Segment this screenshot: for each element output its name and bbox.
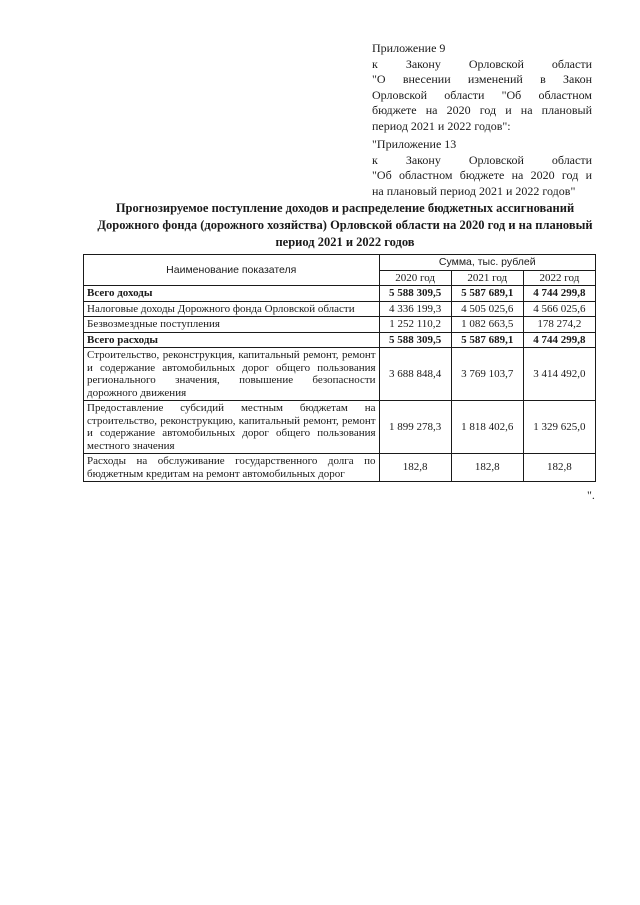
table-row [84,301,596,317]
row-name: Всего доходы [84,286,380,302]
road-fund-table [83,254,596,482]
annex-13-line: к Закону Орловской области [372,152,592,167]
row-name: Всего расходы [84,332,380,348]
row-value-2021: 3 769 103,7 [451,348,523,401]
header-indicator-name: Наименование показателя [84,255,380,286]
table-row [84,454,596,482]
row-value-2022: 178 274,2 [523,317,595,333]
row-value-2020: 1 252 110,2 [379,317,451,333]
row-value-2021: 5 587 689,1 [451,332,523,348]
row-value-2022: 4 744 299,8 [523,286,595,302]
table-row [84,332,596,348]
row-value-2021: 5 587 689,1 [451,286,523,302]
row-value-2021: 1 818 402,6 [451,401,523,454]
row-name: Безвозмездные поступления [84,317,380,333]
table-row [84,286,596,302]
row-name: Строительство, реконструкция, капитальный ремонт, ремонт и содержание автомобильных дорог общего пользования регионального значения, повышение безопасности дорожного движения [84,348,380,401]
row-name: Расходы на обслуживание государственного долга по бюджетным кредитам на ремонт автомобильных дорог [84,454,380,482]
header-year-2022: 2022 год [523,270,595,286]
title-line: период 2021 и 2022 годов [275,235,415,249]
table-row [84,401,596,454]
annex-9-line: к Закону Орловской области [372,56,592,71]
title-line: Прогнозируемое поступление доходов и распределение бюджетных ассигнований [115,201,575,215]
row-value-2020: 1 899 278,3 [379,401,451,454]
annex-9-line: "О внесении изменений в Закон [372,72,592,86]
header-year-2021: 2021 год [451,270,523,286]
document-title [80,200,610,251]
row-value-2021: 182,8 [451,454,523,482]
table-header-row [84,255,596,271]
header-sum: Сумма, тыс. рублей [379,255,595,271]
row-name: Налоговые доходы Дорожного фонда Орловской области [84,301,380,317]
annex-9-header [372,41,592,134]
title-line: Дорожного фонда (дорожного хозяйства) Орловской области на 2020 год и на плановый [97,218,593,232]
annex-13-line: "Приложение 13 [372,137,457,151]
row-value-2022: 4 566 025,6 [523,301,595,317]
table-row [84,348,596,401]
row-value-2022: 3 414 492,0 [523,348,595,401]
closing-quote-mark: ". [587,488,595,502]
row-value-2021: 4 505 025,6 [451,301,523,317]
row-value-2022: 1 329 625,0 [523,401,595,454]
annex-9-line: период 2021 и 2022 годов": [372,118,511,133]
row-value-2020: 3 688 848,4 [379,348,451,401]
row-value-2020: 182,8 [379,454,451,482]
row-value-2020: 5 588 309,5 [379,332,451,348]
table-row [84,317,596,333]
annex-9-line: бюджете на 2020 год и на плановый [372,103,592,117]
row-name: Предоставление субсидий местным бюджетам на строительство, реконструкцию, капитальный ремонт, ремонт и содержание автомобильных дорог общего пользования местного значения [84,401,380,454]
annex-13-line: "Об областном бюджете на 2020 год и [372,168,592,182]
row-value-2021: 1 082 663,5 [451,317,523,333]
annex-9-line: Приложение 9 [372,41,446,55]
row-value-2022: 4 744 299,8 [523,332,595,348]
annex-9-line: Орловской области "Об областном [372,87,592,102]
row-value-2022: 182,8 [523,454,595,482]
annex-13-line: на плановый период 2021 и 2022 годов" [372,183,576,198]
header-year-2020: 2020 год [379,270,451,286]
annex-13-header [372,137,592,199]
row-value-2020: 5 588 309,5 [379,286,451,302]
row-value-2020: 4 336 199,3 [379,301,451,317]
